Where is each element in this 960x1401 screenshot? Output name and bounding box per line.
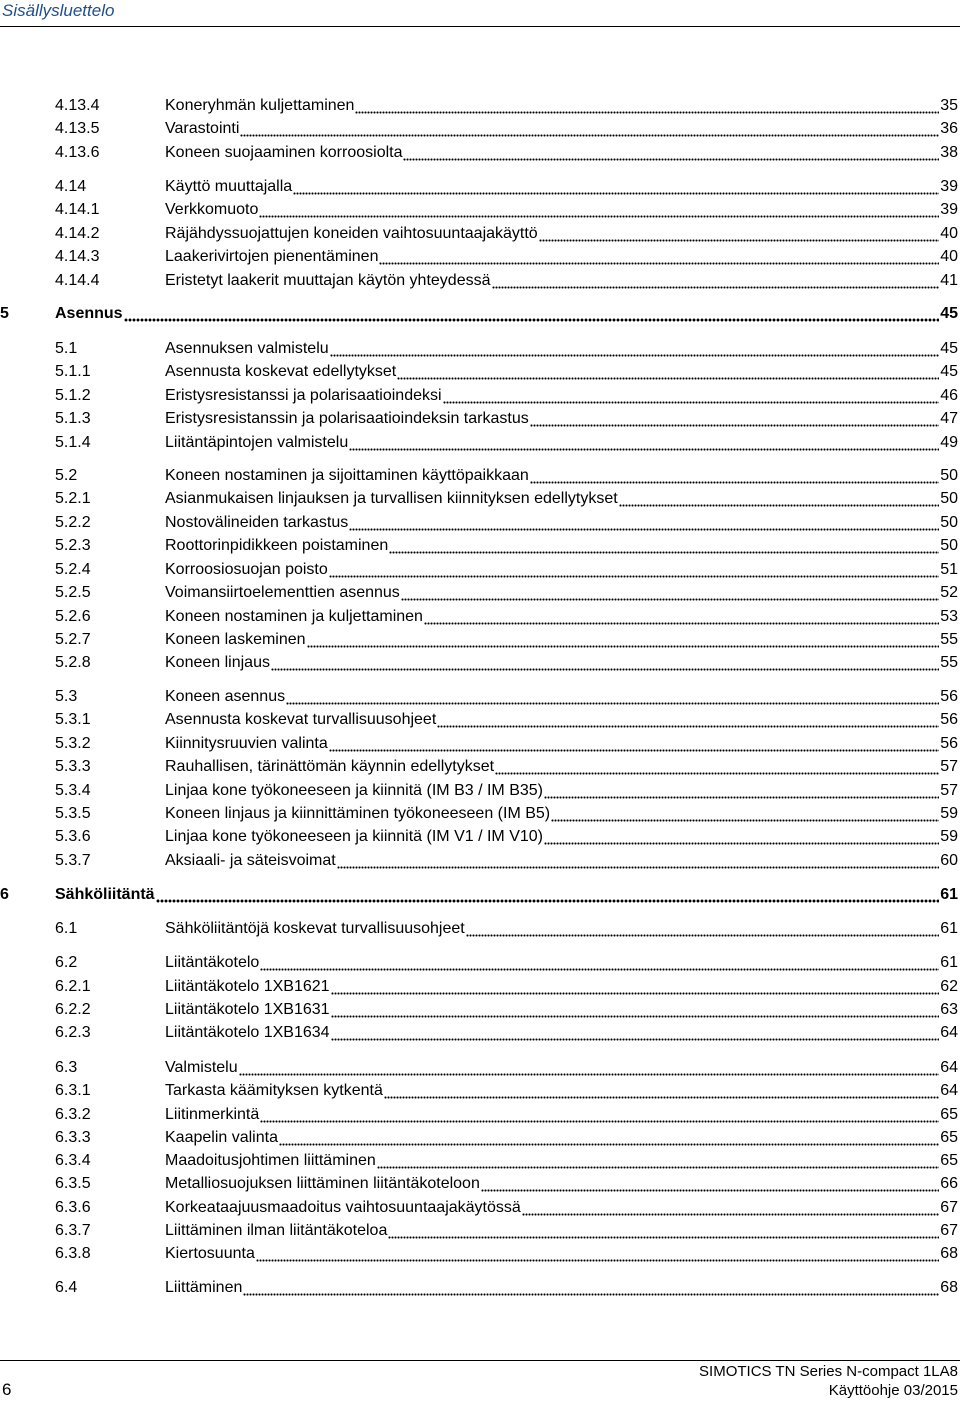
toc-dot-leader bbox=[279, 1128, 939, 1148]
toc-dot-leader bbox=[377, 1151, 939, 1171]
toc-entry[interactable] bbox=[55, 605, 958, 627]
toc-entry-page: 40 bbox=[940, 225, 958, 242]
toc-entry[interactable] bbox=[55, 558, 958, 580]
footer-doc-version: Käyttöohje 03/2015 bbox=[828, 1382, 958, 1399]
toc-entry[interactable] bbox=[55, 360, 958, 382]
toc-entry-page: 61 bbox=[940, 920, 958, 937]
toc-entry[interactable] bbox=[55, 337, 958, 359]
toc-entry-page: 53 bbox=[940, 608, 958, 625]
toc-dot-leader bbox=[337, 851, 939, 871]
toc-entry-page: 67 bbox=[940, 1222, 958, 1239]
toc-entry[interactable] bbox=[55, 849, 958, 871]
toc-entry-title: Roottorinpidikkeen poistaminen bbox=[165, 537, 389, 554]
toc-entry-number: 5.2.3 bbox=[55, 537, 91, 554]
toc-entry-number: 4.14.3 bbox=[55, 248, 100, 265]
toc-dot-leader bbox=[331, 977, 940, 997]
toc-entry[interactable] bbox=[55, 1276, 958, 1298]
toc-entry-number: 5.3.4 bbox=[55, 782, 91, 799]
toc-entry-number: 4.13.6 bbox=[55, 144, 100, 161]
toc-entry-page: 64 bbox=[940, 1024, 958, 1041]
toc-entry-number: 6.2.2 bbox=[55, 1001, 91, 1018]
toc-entry-page: 38 bbox=[940, 144, 958, 161]
toc-entry-page: 56 bbox=[940, 735, 958, 752]
toc-entry[interactable] bbox=[55, 431, 958, 453]
toc-entry-page: 50 bbox=[940, 514, 958, 531]
toc-entry-number: 6.3.4 bbox=[55, 1152, 91, 1169]
toc-entry[interactable] bbox=[55, 651, 958, 673]
toc-entry-number: 4.14 bbox=[55, 178, 87, 195]
toc-entry[interactable] bbox=[55, 94, 958, 116]
toc-dot-leader bbox=[330, 339, 940, 359]
toc-dot-leader bbox=[522, 1198, 939, 1218]
toc-entry-title: Koneen suojaaminen korroosiolta bbox=[165, 144, 403, 161]
toc-entry-title: Asennus bbox=[55, 305, 123, 322]
toc-entry-number: 6.2 bbox=[55, 954, 78, 971]
toc-dot-leader bbox=[239, 1058, 940, 1078]
toc-entry-title: Liitinmerkintä bbox=[165, 1106, 260, 1123]
toc-dot-leader bbox=[437, 710, 939, 730]
toc-entry-number: 6.4 bbox=[55, 1279, 78, 1296]
toc-entry-title: Koneen linjaus bbox=[165, 654, 270, 671]
toc-dot-leader bbox=[379, 247, 939, 267]
toc-dot-leader bbox=[349, 433, 939, 453]
toc-entry[interactable] bbox=[55, 245, 958, 267]
toc-entry-title: Koneryhmän kuljettaminen bbox=[165, 97, 355, 114]
toc-entry-number: 4.13.4 bbox=[55, 97, 100, 114]
toc-dot-leader bbox=[401, 583, 939, 603]
toc-entry-title: Korkeataajuusmaadoitus vaihtosuuntaajakäytössä bbox=[165, 1199, 521, 1216]
toc-entry-title: Asennuksen valmistelu bbox=[165, 340, 329, 357]
toc-dot-leader bbox=[260, 1105, 939, 1125]
toc-entry-title: Koneen nostaminen ja kuljettaminen bbox=[165, 608, 423, 625]
toc-dot-leader bbox=[331, 1000, 940, 1020]
toc-dot-leader bbox=[544, 827, 939, 847]
toc-entry-title: Varastointi bbox=[165, 120, 240, 137]
toc-entry-page: 56 bbox=[940, 711, 958, 728]
toc-entry-number: 5.3.3 bbox=[55, 758, 91, 775]
toc-entry-title: Liitäntäkotelo 1XB1621 bbox=[165, 978, 330, 995]
toc-entry-page: 49 bbox=[940, 434, 958, 451]
toc-entry-number: 5.3.6 bbox=[55, 828, 91, 845]
toc-entry[interactable] bbox=[55, 1126, 958, 1148]
toc-entry-page: 57 bbox=[940, 782, 958, 799]
toc-entry-title: Kiertosuunta bbox=[165, 1245, 255, 1262]
toc-dot-leader bbox=[355, 96, 939, 116]
toc-entry-number: 5.1.2 bbox=[55, 387, 91, 404]
toc-entry-title: Metalliosuojuksen liittäminen liitäntäkoteloon bbox=[165, 1175, 480, 1192]
toc-dot-leader bbox=[495, 757, 939, 777]
toc-entry-page: 61 bbox=[940, 886, 958, 903]
toc-entry-page: 68 bbox=[940, 1245, 958, 1262]
toc-entry-page: 60 bbox=[940, 852, 958, 869]
toc-entry[interactable] bbox=[55, 1196, 958, 1218]
toc-entry-title: Linjaa kone työkoneeseen ja kiinnitä (IM B3 / IM B35) bbox=[165, 782, 543, 799]
toc-entry-page: 46 bbox=[940, 387, 958, 404]
toc-entry-title: Eristysresistanssin ja polarisaatioindeksin tarkastus bbox=[165, 410, 529, 427]
footer-page-number: 6 bbox=[2, 1380, 12, 1399]
toc-entry-number: 6.3.8 bbox=[55, 1245, 91, 1262]
toc-entry-title: Liitäntäkotelo 1XB1634 bbox=[165, 1024, 330, 1041]
toc-dot-leader bbox=[256, 1244, 939, 1264]
toc-entry[interactable] bbox=[55, 708, 958, 730]
toc-entry-page: 40 bbox=[940, 248, 958, 265]
toc-entry[interactable] bbox=[55, 487, 958, 509]
toc-entry[interactable] bbox=[55, 917, 958, 939]
toc-entry[interactable] bbox=[55, 1242, 958, 1264]
toc-entry[interactable] bbox=[55, 1079, 958, 1101]
toc-entry-title: Räjähdyssuojattujen koneiden vaihtosuuntaajakäyttö bbox=[165, 225, 538, 242]
toc-entry-title: Sähköliitäntöjä koskevat turvallisuusohjeet bbox=[165, 920, 465, 937]
toc-entry-number: 4.14.1 bbox=[55, 201, 100, 218]
toc-entry-title: Asennusta koskevat edellytykset bbox=[165, 363, 397, 380]
toc-dot-leader bbox=[551, 804, 939, 824]
toc-dot-leader bbox=[156, 885, 940, 905]
toc-entry-page: 45 bbox=[940, 340, 958, 357]
toc-entry-number: 5.2.8 bbox=[55, 654, 91, 671]
toc-dot-leader bbox=[388, 1221, 939, 1241]
toc-entry-number: 5.3.2 bbox=[55, 735, 91, 752]
toc-entry-title: Liitäntäkotelo 1XB1631 bbox=[165, 1001, 330, 1018]
toc-entry[interactable] bbox=[55, 802, 958, 824]
toc-chapter-entry[interactable] bbox=[0, 883, 958, 905]
toc-entry-title: Koneen linjaus ja kiinnittäminen työkoneeseen (IM B5) bbox=[165, 805, 551, 822]
toc-entry[interactable] bbox=[55, 1219, 958, 1241]
footer-divider bbox=[0, 1360, 960, 1361]
toc-entry-number: 6.1 bbox=[55, 920, 78, 937]
toc-entry-number: 6.3 bbox=[55, 1059, 78, 1076]
toc-entry-page: 55 bbox=[940, 631, 958, 648]
toc-dot-leader bbox=[492, 271, 940, 291]
toc-entry-title: Asennusta koskevat turvallisuusohjeet bbox=[165, 711, 437, 728]
toc-dot-leader bbox=[349, 513, 939, 533]
toc-dot-leader bbox=[424, 607, 939, 627]
toc-entry-page: 50 bbox=[940, 537, 958, 554]
toc-entry[interactable] bbox=[55, 779, 958, 801]
toc-entry-page: 65 bbox=[940, 1129, 958, 1146]
toc-entry-page: 39 bbox=[940, 201, 958, 218]
toc-entry-number: 6.3.6 bbox=[55, 1199, 91, 1216]
toc-entry-title: Liittäminen ilman liitäntäkoteloa bbox=[165, 1222, 388, 1239]
toc-entry-page: 47 bbox=[940, 410, 958, 427]
toc-entry-title: Linjaa kone työkoneeseen ja kiinnitä (IM V1 / IM V10) bbox=[165, 828, 543, 845]
toc-entry[interactable] bbox=[55, 1056, 958, 1078]
toc-entry-page: 64 bbox=[940, 1082, 958, 1099]
toc-entry-page: 35 bbox=[940, 97, 958, 114]
toc-entry-title: Koneen laskeminen bbox=[165, 631, 306, 648]
toc-entry[interactable] bbox=[55, 628, 958, 650]
toc-entry-number: 6 bbox=[0, 886, 9, 903]
toc-entry[interactable] bbox=[55, 732, 958, 754]
toc-dot-leader bbox=[260, 953, 939, 973]
toc-entry-title: Kaapelin valinta bbox=[165, 1129, 278, 1146]
toc-entry-number: 5.3.1 bbox=[55, 711, 91, 728]
toc-dot-leader bbox=[286, 687, 939, 707]
toc-dot-leader bbox=[329, 734, 939, 754]
toc-entry[interactable] bbox=[55, 141, 958, 163]
toc-entry[interactable] bbox=[55, 951, 958, 973]
toc-entry-number: 5.2.1 bbox=[55, 490, 91, 507]
toc-entry-number: 6.2.3 bbox=[55, 1024, 91, 1041]
toc-entry-title: Koneen asennus bbox=[165, 688, 286, 705]
toc-entry-page: 66 bbox=[940, 1175, 958, 1192]
toc-entry-title: Aksiaali- ja säteisvoimat bbox=[165, 852, 336, 869]
toc-entry-page: 63 bbox=[940, 1001, 958, 1018]
toc-entry-page: 68 bbox=[940, 1279, 958, 1296]
toc-entry-number: 5 bbox=[0, 305, 9, 322]
footer-document-info bbox=[699, 1362, 958, 1400]
toc-entry-title: Kiinnitysruuvien valinta bbox=[165, 735, 328, 752]
toc-entry[interactable] bbox=[55, 269, 958, 291]
toc-entry[interactable] bbox=[55, 998, 958, 1020]
toc-entry-number: 5.2.7 bbox=[55, 631, 91, 648]
toc-entry-title: Valmistelu bbox=[165, 1059, 238, 1076]
toc-chapter-entry[interactable] bbox=[0, 302, 958, 324]
toc-dot-leader bbox=[539, 224, 940, 244]
toc-entry-title: Liitäntäkotelo bbox=[165, 954, 260, 971]
toc-entry-title: Tarkasta käämityksen kytkentä bbox=[165, 1082, 383, 1099]
toc-entry-page: 57 bbox=[940, 758, 958, 775]
toc-dot-leader bbox=[403, 143, 939, 163]
toc-dot-leader bbox=[240, 119, 939, 139]
toc-entry-number: 6.3.1 bbox=[55, 1082, 91, 1099]
toc-entry[interactable] bbox=[55, 222, 958, 244]
toc-entry-title: Liittäminen bbox=[165, 1279, 243, 1296]
toc-entry[interactable] bbox=[55, 975, 958, 997]
toc-entry[interactable] bbox=[55, 1149, 958, 1171]
toc-entry[interactable] bbox=[55, 511, 958, 533]
footer-product-name: SIMOTICS TN Series N-compact 1LA8 bbox=[699, 1363, 958, 1380]
toc-entry-number: 5.2.2 bbox=[55, 514, 91, 531]
toc-entry-title: Liitäntäpintojen valmistelu bbox=[165, 434, 349, 451]
toc-dot-leader bbox=[481, 1174, 939, 1194]
header-title: Sisällysluettelo bbox=[2, 1, 115, 20]
toc-entry[interactable] bbox=[55, 825, 958, 847]
toc-entry-title: Rauhallisen, tärinättömän käynnin edellytykset bbox=[165, 758, 495, 775]
toc-entry-title: Käyttö muuttajalla bbox=[165, 178, 293, 195]
toc-entry[interactable] bbox=[55, 685, 958, 707]
toc-dot-leader bbox=[389, 536, 939, 556]
toc-entry[interactable] bbox=[55, 464, 958, 486]
toc-dot-leader bbox=[443, 386, 940, 406]
toc-entry-page: 50 bbox=[940, 490, 958, 507]
toc-entry-title: Verkkomuoto bbox=[165, 201, 259, 218]
toc-entry-page: 65 bbox=[940, 1106, 958, 1123]
toc-entry-page: 56 bbox=[940, 688, 958, 705]
toc-entry-number: 4.14.2 bbox=[55, 225, 100, 242]
toc-entry-page: 61 bbox=[940, 954, 958, 971]
toc-entry-page: 51 bbox=[940, 561, 958, 578]
toc-entry[interactable] bbox=[55, 1103, 958, 1125]
toc-entry-page: 67 bbox=[940, 1199, 958, 1216]
toc-entry[interactable] bbox=[55, 384, 958, 406]
toc-entry-title: Voimansiirtoelementtien asennus bbox=[165, 584, 400, 601]
toc-entry-number: 5.2.4 bbox=[55, 561, 91, 578]
toc-entry[interactable] bbox=[55, 117, 958, 139]
toc-dot-leader bbox=[124, 304, 940, 324]
toc-entry[interactable] bbox=[55, 407, 958, 429]
toc-entry-page: 50 bbox=[940, 467, 958, 484]
toc-entry-page: 36 bbox=[940, 120, 958, 137]
toc-dot-leader bbox=[329, 560, 939, 580]
toc-entry-number: 5.1.1 bbox=[55, 363, 91, 380]
toc-entry[interactable] bbox=[55, 175, 958, 197]
toc-entry-number: 5.3.5 bbox=[55, 805, 91, 822]
toc-entry-page: 59 bbox=[940, 828, 958, 845]
toc-entry-number: 6.3.2 bbox=[55, 1106, 91, 1123]
toc-dot-leader bbox=[259, 200, 939, 220]
toc-entry-number: 5.1.4 bbox=[55, 434, 91, 451]
toc-entry-number: 6.3.3 bbox=[55, 1129, 91, 1146]
toc-entry-number: 6.2.1 bbox=[55, 978, 91, 995]
toc-dot-leader bbox=[271, 653, 939, 673]
toc-entry-page: 55 bbox=[940, 654, 958, 671]
toc-entry-page: 64 bbox=[940, 1059, 958, 1076]
toc-entry-number: 4.14.4 bbox=[55, 272, 100, 289]
toc-dot-leader bbox=[466, 919, 939, 939]
toc-entry-number: 5.2 bbox=[55, 467, 78, 484]
toc-entry-page: 59 bbox=[940, 805, 958, 822]
toc-entry-number: 5.3.7 bbox=[55, 852, 91, 869]
toc-entry-number: 5.3 bbox=[55, 688, 78, 705]
toc-entry-title: Sähköliitäntä bbox=[55, 886, 155, 903]
toc-entry-page: 41 bbox=[940, 272, 958, 289]
toc-dot-leader bbox=[384, 1081, 939, 1101]
toc-entry-title: Asianmukaisen linjauksen ja turvallisen kiinnityksen edellytykset bbox=[165, 490, 618, 507]
toc-entry-title: Laakerivirtojen pienentäminen bbox=[165, 248, 379, 265]
toc-entry-title: Eristetyt laakerit muuttajan käytön yhteydessä bbox=[165, 272, 491, 289]
toc-entry-page: 52 bbox=[940, 584, 958, 601]
toc-entry-number: 6.3.7 bbox=[55, 1222, 91, 1239]
toc-entry-page: 62 bbox=[940, 978, 958, 995]
toc-entry-title: Eristysresistanssi ja polarisaatioindeksi bbox=[165, 387, 442, 404]
toc-entry[interactable] bbox=[55, 198, 958, 220]
toc-dot-leader bbox=[293, 177, 939, 197]
toc-dot-leader bbox=[331, 1023, 940, 1043]
toc-entry-title: Koneen nostaminen ja sijoittaminen käyttöpaikkaan bbox=[165, 467, 529, 484]
toc-entry-number: 4.13.5 bbox=[55, 120, 100, 137]
toc-dot-leader bbox=[307, 630, 940, 650]
toc-entry[interactable] bbox=[55, 1172, 958, 1194]
toc-entry-page: 45 bbox=[940, 363, 958, 380]
toc-dot-leader bbox=[544, 781, 939, 801]
toc-dot-leader bbox=[530, 409, 939, 429]
toc-entry-number: 5.2.5 bbox=[55, 584, 91, 601]
toc-entry-title: Nostovälineiden tarkastus bbox=[165, 514, 349, 531]
toc-entry-title: Korroosiosuojan poisto bbox=[165, 561, 328, 578]
toc-entry-page: 39 bbox=[940, 178, 958, 195]
toc-entry[interactable] bbox=[55, 534, 958, 556]
toc-dot-leader bbox=[530, 466, 939, 486]
toc-entry-number: 5.2.6 bbox=[55, 608, 91, 625]
toc-entry-page: 45 bbox=[940, 305, 958, 322]
toc-dot-leader bbox=[619, 489, 940, 509]
toc-entry-number: 5.1 bbox=[55, 340, 78, 357]
toc-entry[interactable] bbox=[55, 1021, 958, 1043]
toc-entry-title: Maadoitusjohtimen liittäminen bbox=[165, 1152, 376, 1169]
toc-entry-number: 6.3.5 bbox=[55, 1175, 91, 1192]
toc-entry[interactable] bbox=[55, 755, 958, 777]
toc-dot-leader bbox=[243, 1278, 939, 1298]
toc-entry-number: 5.1.3 bbox=[55, 410, 91, 427]
toc-dot-leader bbox=[397, 362, 939, 382]
toc-entry-page: 65 bbox=[940, 1152, 958, 1169]
toc-entry[interactable] bbox=[55, 581, 958, 603]
